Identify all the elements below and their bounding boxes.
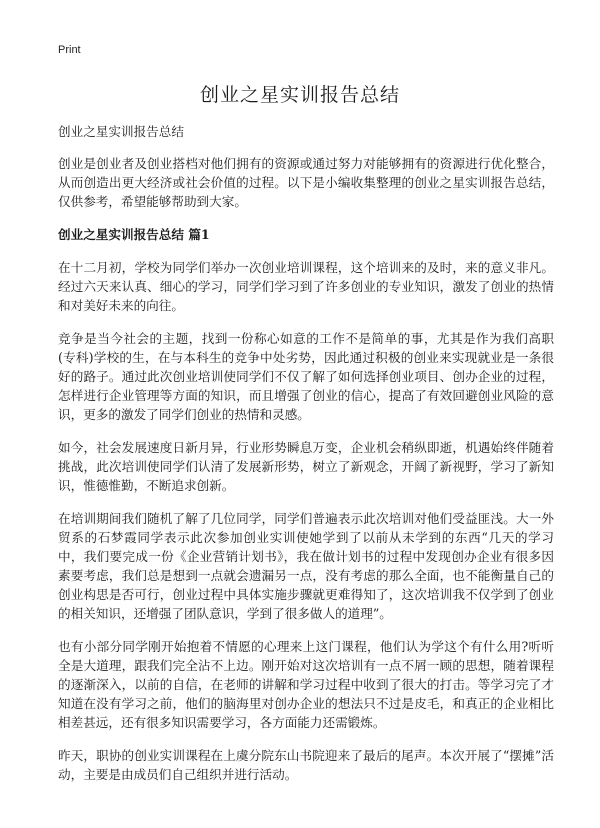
body-paragraph: 昨天，职协的创业实训课程在上虞分院东山书院迎来了最后的尾声。本次开展了“摆摊”活动，主要是由成员们自己组织并进行活动。 xyxy=(58,748,554,782)
body-paragraph: 在十二月初，学校为同学们举办一次创业培训课程，这个培训来的及时，来的意义非凡。经过六天来认真、细心的学习，同学们学习到了许多创业的专业知识，激发了创业的热情和对美好未来的向往。 xyxy=(58,260,554,313)
document-title: 创业之星实训报告总结 xyxy=(199,84,400,106)
body-paragraph: 如今，社会发展速度日新月异，行业形势瞬息万变，企业机会稍纵即逝，机遇始终伴随着挑战，此次培训使同学们认清了发展新形势，树立了新观念，开阔了新视野，学习了新知识，惟德惟勤，不断追求创新。 xyxy=(58,440,554,493)
body-paragraph: 也有小部分同学刚开始抱着不情愿的心理来上这门课程，他们认为学这个有什么用?听听全是大道理，跟我们完全沾不上边。刚开始对这次培训有一点不屑一顾的思想，随着课程的逐渐深入，以前的自信，在老师的讲解和学习过程中收到了很大的打击。等学习完了才知道在没有学习之前，他们的脑海里对创办企业的想法只不过是皮毛，和真正的企业相比相差甚远，还有很多知识需要学习，各方面能力还需锻炼。 xyxy=(58,639,554,730)
document-subtitle: 创业之星实训报告总结 xyxy=(58,124,184,139)
body-paragraph: 竞争是当今社会的主题，找到一份称心如意的工作不是简单的事，尤其是作为我们高职(专科)学校的生，在与本科生的竞争中处劣势，因此通过积极的创业来实现就业是一条很好的路子。通过此次创业培训使同学们不仅了解了如何选择创业项目、创办企业的过程，怎样进行企业管理等方面的知识，而且增强了创业的信心，提高了有效回避创业风险的意识，更多的激发了同学们创业的热情和灵感。 xyxy=(58,331,554,422)
print-label: Print xyxy=(58,44,81,56)
body-paragraph: 在培训期间我们随机了解了几位同学，同学们普遍表示此次培训对他们受益匪浅。大一外贸系的石梦霞同学表示此次参加创业实训使她学到了以前从未学到的东西“几天的学习中，我们要完成一份《企业营销计划书》，我在做计划书的过程中发现创办企业有很多因素要考虑，我们总是想到一点就会遗漏另一点，没有考虑的那么全面，也不能衡量自己的创业构思是否可行，创业过程中具体实施步骤就更难得知了，这次培训我不仅学到了创业的相关知识，还增强了团队意识，学到了很多做人的道理”。 xyxy=(58,511,554,621)
section-heading: 创业之星实训报告总结 篇1 xyxy=(58,227,210,242)
intro-paragraph: 创业是创业者及创业搭档对他们拥有的资源或通过努力对能够拥有的资源进行优化整合，从而创造出更大经济或社会价值的过程。以下是小编收集整理的创业之星实训报告总结，仅供参考，希望能够帮助到大家。 xyxy=(58,156,554,209)
document-body xyxy=(58,122,554,798)
